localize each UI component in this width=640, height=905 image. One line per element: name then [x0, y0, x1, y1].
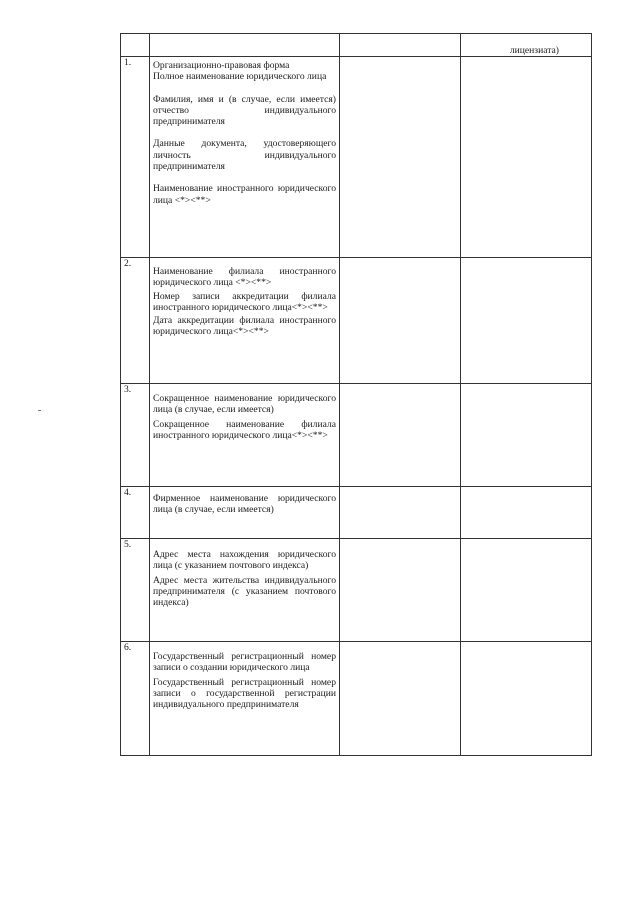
row-item: Наименование филиала иностранного юридического лица <*><**> — [153, 266, 336, 289]
licensee-cell — [461, 57, 592, 258]
row-item: Полное наименование юридического лица — [153, 71, 327, 83]
row-description — [150, 258, 340, 384]
header-cell-num — [121, 34, 150, 57]
row-item: Сокращенное наименование филиала иностранного юридического лица<*><**> — [153, 418, 336, 441]
licensee-cell — [461, 384, 592, 487]
row-item: Сокращенное наименование юридического лица (в случае, если имеется) — [153, 393, 336, 416]
value-cell — [340, 384, 461, 487]
value-cell — [340, 57, 461, 258]
value-cell — [340, 487, 461, 539]
licensee-cell — [461, 487, 592, 539]
row-item: Номер записи аккредитации филиала иностранного юридического лица<*><**> — [153, 290, 336, 313]
licensee-cell — [461, 642, 592, 756]
scan-speck — [38, 410, 41, 411]
row-number: 5. — [121, 539, 150, 642]
table-row — [121, 258, 592, 384]
row-item: Фирменное наименование юридического лица (в случае, если имеется) — [153, 493, 336, 516]
table-row — [121, 384, 592, 487]
row-item: Фамилия, имя и (в случае, если имеется) отчество индивидуального предпринимателя — [153, 93, 336, 128]
value-cell — [340, 539, 461, 642]
row-item: Организационно-правовая форма — [153, 60, 290, 71]
row-description — [150, 539, 340, 642]
row-item: Дата аккредитации филиала иностранного юридического лица<*><**> — [153, 315, 336, 338]
row-item: Данные документа, удостоверяющего личность индивидуального предпринимателя — [153, 138, 336, 173]
table-header-row — [121, 34, 592, 57]
row-item: Адрес места нахождения юридического лица (с указанием почтового индекса) — [153, 549, 336, 572]
row-number: 3. — [121, 384, 150, 487]
table-row — [121, 642, 592, 756]
licensee-cell — [461, 258, 592, 384]
licensee-cell — [461, 539, 592, 642]
row-description — [150, 642, 340, 756]
row-description — [150, 487, 340, 539]
table-row — [121, 57, 592, 258]
row-description — [150, 384, 340, 487]
value-cell — [340, 642, 461, 756]
row-item: Адрес места жительства индивидуального предпринимателя (с указанием почтового индекса) — [153, 574, 336, 609]
row-description — [150, 57, 340, 258]
header-cell-licensee: лицензиата) — [461, 34, 592, 57]
value-cell — [340, 258, 461, 384]
row-item: Наименование иностранного юридического лица <*><**> — [153, 183, 336, 206]
header-cell-value — [340, 34, 461, 57]
table-row — [121, 487, 592, 539]
row-number: 4. — [121, 487, 150, 539]
table-row — [121, 539, 592, 642]
row-number: 1. — [121, 57, 150, 258]
data-table — [120, 33, 592, 756]
row-item: Государственный регистрационный номер записи о создании юридического лица — [153, 651, 336, 674]
row-number: 6. — [121, 642, 150, 756]
header-cell-desc — [150, 34, 340, 57]
row-number: 2. — [121, 258, 150, 384]
row-item: Государственный регистрационный номер записи о государственной регистрации индивидуального предпринимателя — [153, 676, 336, 711]
